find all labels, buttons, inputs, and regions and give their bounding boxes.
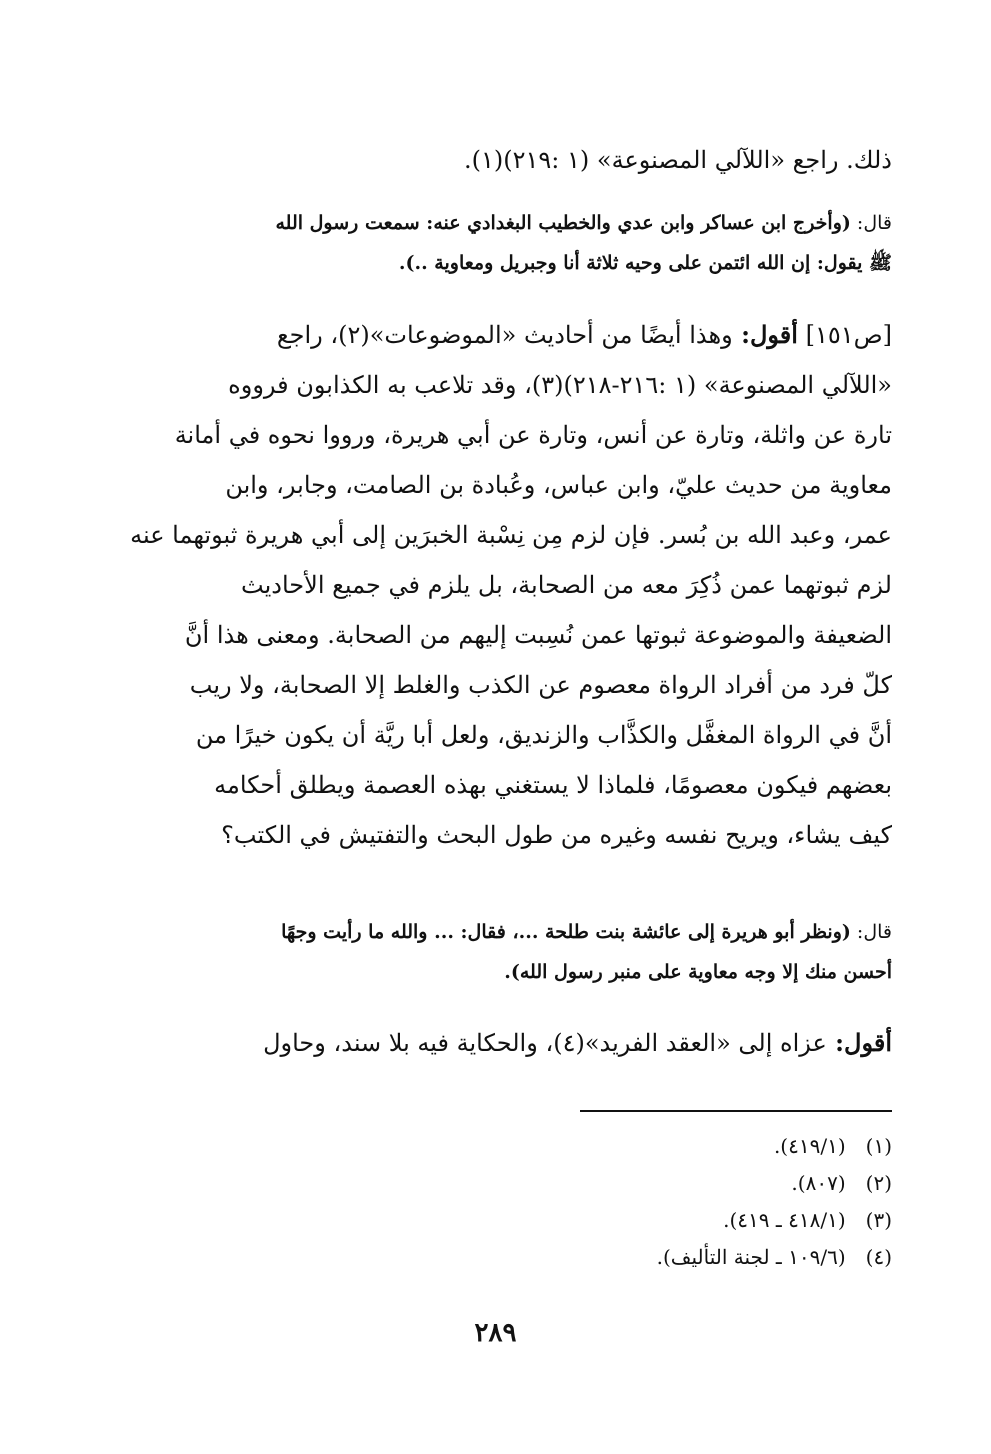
quote-2-line-1	[110, 912, 892, 952]
footnote-text: (٤١٨/١ ـ ٤١٩).	[723, 1208, 846, 1232]
quote-1-line-1	[110, 203, 892, 243]
main-paragraph-line: «اللآلي المصنوعة» (١ :٢١٦-٢١٨)(٣)، وقد تلاعب به الكذابون فرووه	[228, 371, 892, 399]
main-paragraph-line: الضعيفة والموضوعة ثبوتها عمن نُسِبت إليهم من الصحابة. ومعنى هذا أنَّ	[184, 621, 892, 649]
main-paragraph-line: معاوية من حديث عليّ، وابن عباس، وعُبادة بن الصامت، وجابر، وابن	[225, 471, 892, 499]
footnote-number: (٤)	[865, 1245, 892, 1269]
keyword-aqulu-2: أقول:	[826, 1028, 892, 1057]
quote-1-text-1: (وأخرج ابن عساكر وابن عدي والخطيب البغدادي عنه: سمعت رسول الله	[275, 212, 851, 234]
quote-2-line-2: أحسن منك إلا وجه معاوية على منبر رسول الله).	[504, 961, 892, 983]
main-paragraph-line: بعضهم فيكون معصومًا، فلماذا لا يستغني بهذه العصمة ويطلق أحكامه	[214, 771, 892, 799]
footnote-item	[500, 1165, 892, 1202]
intro-paragraph	[110, 135, 892, 185]
page-reference: [ص١٥١]	[797, 321, 892, 349]
footnote-text: (٤١٩/١).	[773, 1134, 846, 1158]
footnote-item	[500, 1239, 892, 1276]
footnotes-list	[500, 1128, 892, 1276]
main-paragraph	[110, 310, 892, 860]
main-paragraph-line: كيف يشاء، ويريح نفسه وغيره من طول البحث والتفتيش في الكتب؟	[221, 821, 892, 849]
second-paragraph-line	[110, 1018, 892, 1068]
quote-1-line-2: ﷺ يقول: إن الله ائتمن على وحيه ثلاثة أنا وجبريل ومعاوية ..).	[398, 252, 892, 274]
footnote-separator	[580, 1110, 892, 1112]
quote-1-lead: قال:	[850, 212, 892, 234]
main-paragraph-line: أنَّ في الرواة المغفَّل والكذَّاب والزنديق، ولعل أبا ريَّة أن يكون خيرًا من	[195, 721, 892, 749]
quote-block-1	[110, 203, 892, 283]
intro-line: ذلك. راجع «اللآلي المصنوعة» (١ :٢١٩)(١).	[464, 146, 892, 174]
main-paragraph-line-1	[110, 310, 892, 360]
footnote-text: (٨٠٧).	[791, 1171, 846, 1195]
quote-block-2	[110, 912, 892, 992]
main-paragraph-line: كلّ فرد من أفراد الرواة معصوم عن الكذب والغلط إلا الصحابة، ولا ريب	[189, 671, 892, 699]
footnote-number: (٢)	[865, 1171, 892, 1195]
footnote-text: (١٠٩/٦ ـ لجنة التأليف).	[656, 1245, 846, 1269]
main-paragraph-line: تارة عن واثلة، وتارة عن أنس، وتارة عن أبي هريرة، ورووا نحوه في أمانة	[174, 421, 892, 449]
footnote-item	[500, 1128, 892, 1165]
second-paragraph	[110, 1018, 892, 1068]
main-paragraph-line: عمر، وعبد الله بن بُسر. فإن لزم مِن نِسْبة الخبرَين إلى أبي هريرة ثبوتهما عنه	[130, 521, 892, 549]
second-paragraph-text: عزاه إلى «العقد الفريد»(٤)، والحكاية فيه بلا سند، وحاول	[263, 1029, 827, 1057]
footnote-number: (١)	[865, 1134, 892, 1158]
quote-2-lead: قال:	[850, 921, 892, 943]
main-paragraph-line: لزم ثبوتهما عمن ذُكِرَ معه من الصحابة، بل يلزم في جميع الأحاديث	[241, 571, 892, 599]
main-paragraph-first-line-rest: وهذا أيضًا من أحاديث «الموضوعات»(٢)، راجع	[276, 321, 733, 349]
quote-2-text-1: (ونظر أبو هريرة إلى عائشة بنت طلحة ...، فقال: ... والله ما رأيت وجهًا	[281, 921, 851, 943]
page-number: ٢٨٩	[474, 1318, 517, 1348]
footnote-item	[500, 1202, 892, 1239]
footnote-number: (٣)	[865, 1208, 892, 1232]
keyword-aqulu: أقول:	[732, 320, 798, 349]
